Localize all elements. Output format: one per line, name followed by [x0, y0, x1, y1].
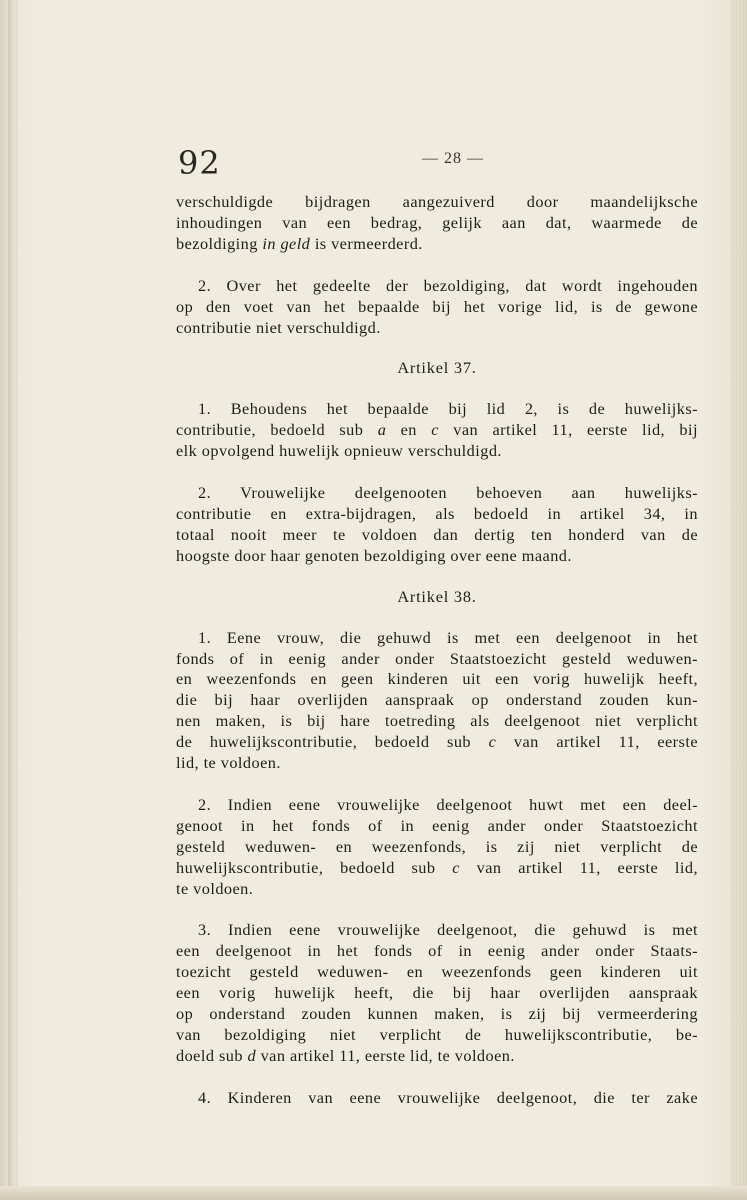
text-line: gesteld weduwen- en weezenfonds, is zij niet verplicht de	[176, 836, 698, 856]
article-38-heading: Artikel 38.	[397, 586, 477, 606]
paragraph-continuation	[176, 192, 698, 255]
article-37-paragraph-1	[176, 399, 698, 462]
folio-number: 92	[178, 144, 221, 182]
text-line: 2. Indien eene vrouwelijke deelgenoot huwt met een deel-	[198, 794, 698, 814]
text-line: 1. Behoudens het bepaalde bij lid 2, is de huwelijks-	[198, 399, 698, 419]
text-line: totaal nooit meer te voldoen dan dertig ten honderd van de	[176, 524, 698, 544]
text-line: nen maken, is bij hare toetreding als deelgenoot niet verplicht	[176, 711, 698, 731]
text-line: contributie niet verschuldigd.	[176, 317, 381, 337]
italic-term: in geld	[262, 233, 311, 253]
text-line: toezicht gesteld weduwen- en weezenfonds geen kinderen uit	[176, 962, 698, 982]
text-line: hoogste door haar genoten bezoldiging over eene maand.	[176, 545, 572, 565]
text-line: te voldoen.	[176, 878, 254, 898]
text-line: bezoldiging in geld is vermeerderd.	[176, 233, 423, 253]
article-37-paragraph-2	[176, 483, 698, 567]
text-line: fonds of in eenig ander onder Staatstoezicht gesteld weduwen-	[176, 648, 698, 668]
article-37-heading: Artikel 37.	[397, 358, 477, 378]
article-38-paragraph-1	[176, 628, 698, 774]
text-line: 1. Eene vrouw, die gehuwd is met een deelgenoot in het	[198, 627, 698, 647]
text-line: die bij haar overlijden aanspraak op onderstand zouden kun-	[176, 690, 698, 710]
text-line: verschuldigde bijdragen aangezuiverd door maandelijksche	[176, 192, 698, 211]
text-line: elk opvolgend huwelijk opnieuw verschuldigd.	[176, 441, 502, 461]
text-line: 2. Vrouwelijke deelgenooten behoeven aan huwelijks-	[198, 483, 698, 503]
text-line: de huwelijkscontributie, bedoeld sub c van artikel 11, eerste	[176, 732, 698, 752]
article-38-paragraph-2	[176, 795, 698, 900]
page-binding	[8, 0, 18, 1200]
text-line: lid, te voldoen.	[176, 753, 281, 773]
text-line: 4. Kinderen van eene vrouwelijke deelgenoot, die ter zake	[198, 1087, 698, 1107]
page-bottom-edge	[0, 1186, 747, 1200]
article-38-paragraph-3	[176, 920, 698, 1066]
page-header	[176, 144, 698, 184]
text-line: contributie en extra-bijdragen, als bedoeld in artikel 34, in	[176, 503, 698, 523]
text-line: inhoudingen van een bedrag, gelijk aan dat, waarmede de	[176, 212, 698, 232]
text-line: doeld sub d van artikel 11, eerste lid, te voldoen.	[176, 1045, 515, 1065]
text-line: op den voet van het bepaalde bij het vorige lid, is de gewone	[176, 296, 698, 316]
page-content	[176, 192, 698, 1109]
text-line: op onderstand zouden kunnen maken, is zij bij vermeerdering	[176, 1004, 698, 1024]
article-38-paragraph-4	[176, 1088, 698, 1109]
text-line: van bezoldiging niet verplicht de huwelijkscontributie, be-	[176, 1025, 698, 1044]
text-line: een vorig huwelijk heeft, die bij haar overlijden aanspraak	[176, 983, 698, 1003]
page-edge	[731, 0, 747, 1200]
page-number: — 28 —	[422, 150, 484, 167]
text-line: 2. Over het gedeelte der bezoldiging, dat wordt ingehouden	[198, 275, 698, 295]
text-line: een deelgenoot in het fonds of in eenig ander onder Staats-	[176, 941, 698, 961]
text-line: en weezenfonds en geen kinderen uit een vorig huwelijk heeft,	[176, 669, 698, 689]
text-line: contributie, bedoeld sub a en c van artikel 11, eerste lid, bij	[176, 420, 698, 440]
paragraph-2	[176, 276, 698, 339]
text-line: 3. Indien eene vrouwelijke deelgenoot, die gehuwd is met	[198, 920, 698, 940]
text-line: huwelijkscontributie, bedoeld sub c van artikel 11, eerste lid,	[176, 857, 698, 877]
text-line: genoot in het fonds of in eenig ander onder Staatstoezicht	[176, 815, 698, 835]
